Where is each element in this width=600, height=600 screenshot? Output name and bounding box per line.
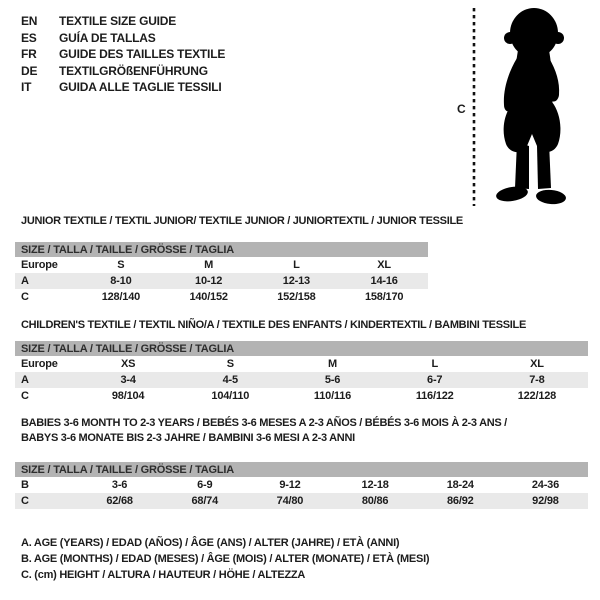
section-heading [21,416,593,446]
language-code: DE [21,63,38,78]
baby-leg-right [537,142,551,189]
table-cell: 98/104 [111,390,145,402]
table-cell: M [204,259,214,271]
table-cell: 24-36 [531,479,560,491]
table-cell: 74/80 [276,495,304,507]
table-row [15,356,588,372]
table-cell: M [328,358,337,370]
row-label: C [21,390,29,402]
table-cell: XS [120,358,136,370]
table-row [15,388,588,404]
table-cell: 86/92 [447,495,474,507]
language-row [21,13,225,30]
table-cell: 122/128 [517,390,557,402]
section-heading-line: BABYS 3-6 MONATE BIS 2-3 JAHRE / BAMBINI 3-6 MESI A 2-3 ANNI [21,431,355,444]
language-label: GUIDA ALLE TAGLIE TESSILI [59,80,222,95]
language-code: FR [21,47,37,62]
language-row [21,46,225,63]
table-header: SIZE / TALLA / TAILLE / GRÖSSE / TAGLIA [15,242,428,257]
height-figure [440,0,600,215]
table-row [15,477,588,493]
table-cell: 128/140 [101,291,141,303]
section-heading [21,214,593,229]
table-cell: 6-7 [427,374,443,386]
table-cell: 62/68 [106,495,133,507]
table-cell: XL [530,358,544,370]
table-cell: 8-10 [110,275,132,287]
table-cell: L [431,358,438,370]
language-row [21,30,225,47]
row-label: C [21,291,29,303]
table-header: SIZE / TALLA / TAILLE / GRÖSSE / TAGLIA [15,462,588,477]
section-babies [15,416,593,507]
height-label: C [457,102,466,116]
section-heading-line: CHILDREN'S TEXTILE / TEXTIL NIÑO/A / TEXTILE DES ENFANTS / KINDERTEXTIL / BAMBINI TESSILE [21,319,526,331]
language-code: EN [21,14,38,28]
footnote-line: C. (cm) HEIGHT / ALTURA / HAUTEUR / HÖHE / ALTEZZA [21,568,306,581]
table-cell: 68/74 [191,495,219,507]
section-heading-line: JUNIOR TEXTILE / TEXTIL JUNIOR/ TEXTILE JUNIOR / JUNIORTEXTIL / JUNIOR TESSILE [21,215,463,227]
language-row [21,79,225,96]
table-cell: 140/152 [189,291,228,303]
table-cell: S [226,358,234,370]
language-label: GUÍA DE TALLAS [59,30,156,45]
footnotes [21,536,429,583]
table-header: SIZE / TALLA / TAILLE / GRÖSSE / TAGLIA [15,341,588,356]
row-label: B [21,479,29,491]
row-label: A [21,275,29,287]
table-cell: 3-4 [120,374,136,386]
height-measure-line [471,8,477,206]
language-label: TEXTILE SIZE GUIDE [59,14,177,28]
table-cell: 14-16 [370,275,398,287]
baby-head [510,8,558,58]
table-row [15,289,428,305]
table-row [15,273,428,289]
size-table [15,242,428,305]
language-row [21,63,225,80]
table-cell: 110/116 [313,390,352,402]
table-cell: 80/86 [361,495,389,507]
section-children [15,318,593,402]
language-code: IT [21,80,32,95]
table-cell: 12-18 [361,479,389,491]
footnote-line: B. AGE (MONTHS) / EDAD (MESES) / ÂGE (MOIS) / ALTER (MONATE) / ETÀ (MESI) [21,552,430,565]
table-cell: 18-24 [446,479,474,491]
table-cell: 158/170 [364,291,404,303]
table-row [15,493,588,509]
language-list [21,13,225,96]
baby-shorts [504,102,561,152]
section-heading-line: BABIES 3-6 MONTH TO 2-3 YEARS / BEBÉS 3-6 MESES A 2-3 AÑOS / BÉBÉS 3-6 MOIS À 2-3 ANS / [21,417,507,429]
section-heading [21,318,593,333]
row-label: Europe [21,358,58,370]
table-cell: XL [377,259,391,271]
table-row [15,372,588,388]
table-cell: 10-12 [195,275,223,287]
baby-silhouette [484,6,582,208]
table-cell: L [293,259,300,271]
section-junior [15,214,593,303]
table-cell: 92/98 [532,495,559,507]
row-label: C [21,495,29,507]
table-cell: 4-5 [222,374,238,386]
table-cell: 12-13 [282,275,310,287]
table-cell: 104/110 [211,390,250,402]
language-label: GUIDE DES TAILLES TEXTILE [59,47,226,62]
table-cell: 6-9 [197,479,213,491]
table-cell: 9-12 [279,479,301,491]
table-row [15,257,428,273]
language-code: ES [21,30,37,45]
size-table [15,341,588,404]
baby-foot-right [535,189,566,206]
table-cell: 152/158 [277,291,316,303]
row-label: A [21,374,29,386]
size-table [15,462,588,509]
baby-torso [514,50,553,108]
row-label: Europe [21,259,58,271]
table-cell: S [117,259,125,271]
language-label: TEXTILGRÖßENFÜHRUNG [59,63,208,78]
table-cell: 116/122 [415,390,454,402]
table-cell: 7-8 [529,374,545,386]
table-cell: 3-6 [111,479,128,491]
baby-leg-left [515,142,529,189]
table-cell: 5-6 [324,374,341,386]
footnote-line: A. AGE (YEARS) / EDAD (AÑOS) / ÂGE (ANS) / ALTER (JAHRE) / ETÀ (ANNI) [21,537,400,549]
